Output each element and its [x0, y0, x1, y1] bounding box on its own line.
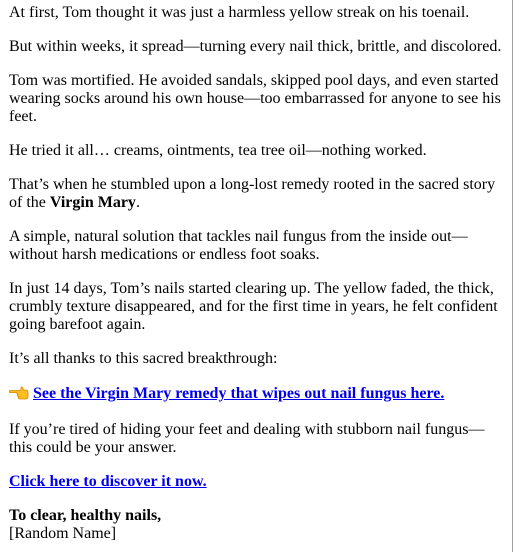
pointing-hand-icon [9, 384, 29, 405]
paragraph-spread: But within weeks, it spread—turning every nail thick, brittle, and discolored. [9, 38, 502, 55]
remedy-link[interactable]: See the Virgin Mary remedy that wipes out nail fungus here. [33, 385, 445, 402]
remedy-name: Virgin Mary [49, 194, 136, 211]
signoff-name: [Random Name] [9, 525, 117, 542]
paragraph-tried: He tried it all… creams, ointments, tea tree oil—nothing worked. [9, 142, 427, 159]
paragraph-remedy [9, 176, 504, 212]
secondary-link-row [9, 473, 504, 491]
discover-link[interactable]: Click here to discover it now. [9, 473, 207, 490]
paragraph-result: In just 14 days, Tom’s nails started clearing up. The yellow faded, the thick, crumbly texture disappeared, and for the first time in years, he felt confident going barefoot again. [9, 280, 498, 333]
remedy-intro-text: That’s when he stumbled upon a long-lost remedy rooted in the sacred story of the [9, 176, 496, 211]
primary-link-row [9, 384, 504, 405]
paragraph-solution: A simple, natural solution that tackles nail fungus from the inside out—without harsh medications or endless foot soaks. [9, 228, 468, 263]
paragraph-streak: At first, Tom thought it was just a harmless yellow streak on his toenail. [9, 4, 470, 21]
paragraph-thanks: It’s all thanks to this sacred breakthrough: [9, 350, 278, 367]
remedy-end-text: . [135, 194, 140, 211]
paragraph-closing: If you’re tired of hiding your feet and dealing with stubborn nail fungus—this could be your answer. [9, 421, 485, 456]
signoff-line: To clear, healthy nails, [9, 507, 162, 524]
signoff-block [9, 507, 504, 543]
paragraph-mortified: Tom was mortified. He avoided sandals, skipped pool days, and even started wearing socks around his own house—too embarrassed for anyone to see his feet. [9, 72, 501, 125]
